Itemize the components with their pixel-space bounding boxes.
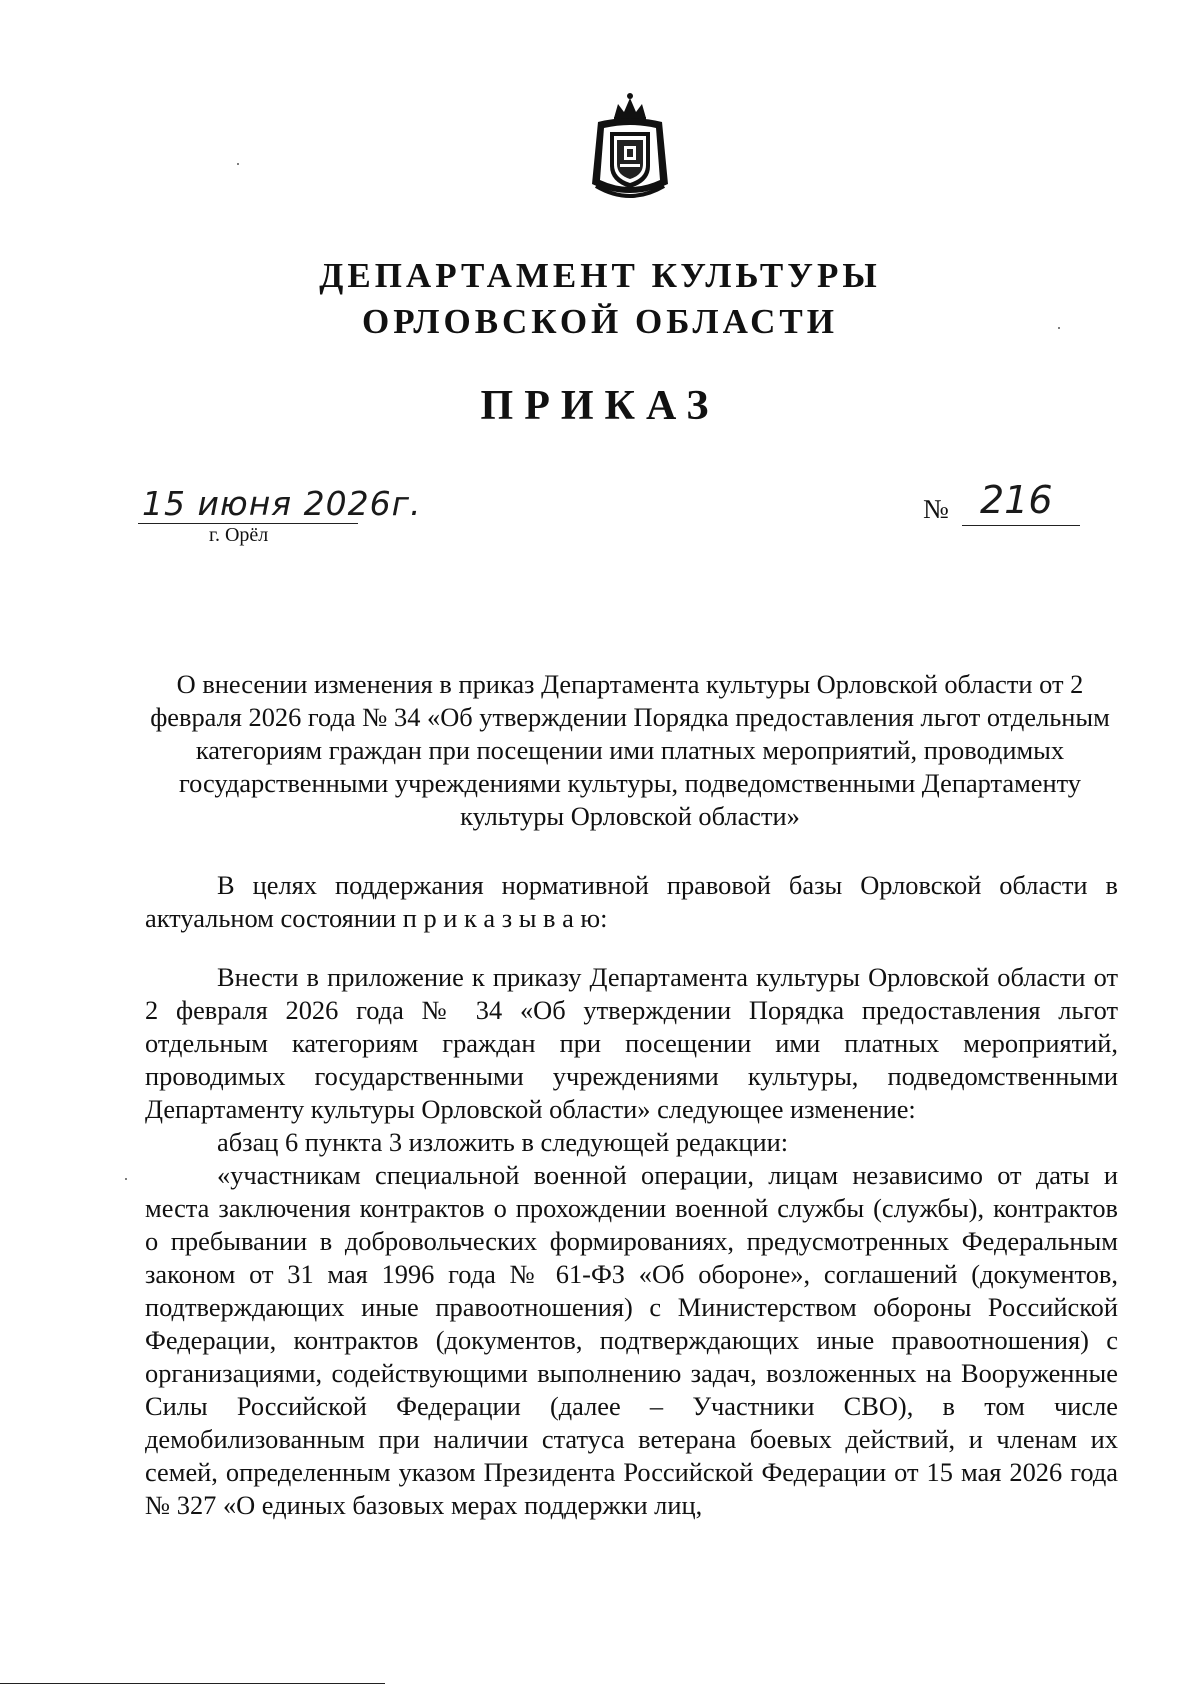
department-name-line1: ДЕПАРТАМЕНТ КУЛЬТУРЫ: [319, 256, 881, 295]
number-underline: [962, 525, 1080, 526]
new-wording-paragraph: «участникам специальной военной операции, лицам независимо от даты и места заключения контрактов о прохождении военной службы (службы), контрактов о пребывании в добровольческих формированиях, предусмотренных Федеральным законом от 31 мая 1996 года № 61-ФЗ «Об обороне», соглашений (документов, подтверждающих иные правоотношения) с Министерством обороны Российской Федерации, контрактов (документов, подтверждающих иные правоотношения) с организациями, содействующими выполнению задач, возложенных на Вооруженные Силы Российской Федерации (далее – Участники СВО), в том числе демобилизованным при наличии статуса ветерана боевых действий, и членам их семей, определенным указом Президента Российской Федерации от 15 мая 2026 года № 327 «О единых базовых мерах поддержки лиц,: [145, 1160, 1118, 1520]
city-label: г. Орёл: [209, 524, 269, 546]
amendment-paragraph: Внести в приложение к приказу Департамента культуры Орловской области от 2 февраля 2026 года № 34 «Об утверждении Порядка предоставления льгот отдельным категориям граждан при посещении ими платных мероприятий, проводимых государственными учреждениями культуры, подведомственными Департаменту культуры Орловской области» следующее изменение:: [145, 962, 1118, 1124]
scan-speck: [1058, 327, 1060, 329]
scan-speck: [237, 163, 239, 165]
handwritten-date: 15 июня 2026г.: [142, 484, 422, 523]
page-bottom-rule: [0, 1683, 385, 1684]
department-name-line2: ОРЛОВСКОЙ ОБЛАСТИ: [362, 302, 838, 341]
coat-of-arms-icon: [584, 88, 676, 208]
scan-speck: [125, 1178, 127, 1180]
document-type-title: ПРИКАЗ: [480, 383, 720, 429]
purpose-paragraph: В целях поддержания нормативной правовой базы Орловской области в актуальном состоянии п р и к а з ы в а ю:: [145, 870, 1118, 933]
purpose-block: [145, 869, 1118, 935]
handwritten-number: 216: [980, 478, 1053, 522]
number-sign: №: [923, 494, 949, 524]
main-text-block: [145, 961, 1118, 1522]
amendment-instruction: абзац 6 пункта 3 изложить в следующей редакции:: [217, 1127, 789, 1157]
order-subject: О внесении изменения в приказ Департамента культуры Орловской области от 2 февраля 2026 года № 34 «Об утверждении Порядка предоставления льгот отдельным категориям граждан при посещении ими платных мероприятий, проводимых государственными учреждениями культуры, подведомственными Департаменту культуры Орловской области»: [150, 669, 1110, 831]
